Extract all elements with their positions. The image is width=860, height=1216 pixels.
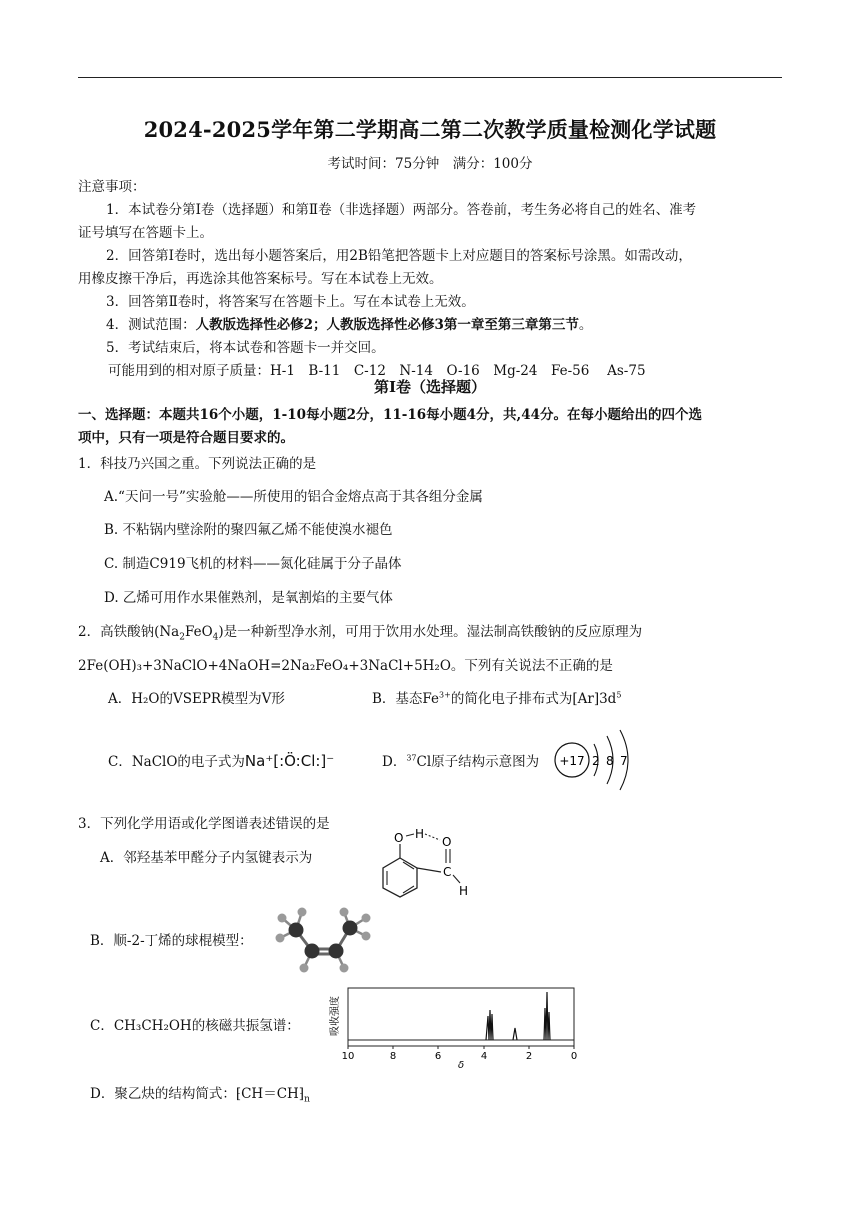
c-atom: [329, 944, 344, 959]
top-rule: [78, 77, 782, 78]
q2-equation: 2Fe(OH)₃+3NaClO+4NaOH=2Na₂FeO₄+3NaCl+5H₂O。下列有关说法不正确的是: [78, 658, 613, 674]
q2-stem-sub-2: 4: [212, 632, 219, 643]
q1-stem: 1．科技乃兴国之重。下列说法正确的是: [78, 456, 317, 472]
h-atom: [362, 914, 371, 923]
nmr-spectrum: [326, 986, 584, 1070]
h-atom: [300, 964, 309, 973]
nmr-tick-label: 10: [341, 1051, 355, 1062]
nmr-tick-label: 2: [525, 1051, 533, 1062]
part-1-instructions-line-1: 一、选择题：本题共16个小题，1-10每小题2分，11-16每小题4分，共,44分。在每小题给出的四个选: [78, 407, 703, 423]
notes-heading: 注意事项：: [78, 179, 146, 195]
q2-option-c: [108, 750, 334, 770]
salicylaldehyde-structure: [370, 820, 482, 898]
note-1-line-2: 证号填写在答题卡上。: [78, 225, 213, 241]
nmr-tick-label: 0: [570, 1051, 578, 1062]
q3-option-a: A．邻羟基苯甲醛分子内氢键表示为: [100, 850, 313, 866]
c-h-bond: [453, 875, 460, 883]
c-atom: [305, 944, 320, 959]
nmr-peak-ch3: [544, 992, 550, 1040]
q2-stem: [78, 620, 642, 643]
atomic-masses: 可能用到的相对原子质量：H-1 B-11 C-12 N-14 O-16 Mg-24 Fe-56 As-75: [108, 363, 646, 379]
ring-c-bond: [417, 868, 441, 872]
c-atom: [289, 923, 304, 938]
hydroxyl-o-label: O: [394, 831, 404, 845]
part-1-instructions-line-2: 项中，只有一项是符合题目要求的。: [78, 430, 294, 446]
cl-atom-structure-diagram: [550, 728, 640, 792]
note-2-line-1: 2．回答第Ⅰ卷时，选出每小题答案后，用2B铅笔把答题卡上对应题目的答案标号涂黑。如需改动，: [106, 248, 692, 264]
q2-option-b-config: 的简化电子排布式为[Ar]3d: [450, 691, 617, 707]
carbonyl-o-label: O: [442, 835, 452, 849]
hydrogen-bond: [425, 834, 440, 840]
note-4-prefix: 4．测试范围：: [106, 317, 196, 333]
aldehyde-c-label: C: [443, 865, 452, 879]
q3-option-d-prefix: D．聚乙炔的结构简式：: [90, 1086, 236, 1102]
aldehyde-h-label: H: [459, 884, 469, 898]
h-atom: [298, 908, 307, 917]
note-2-line-2: 用橡皮擦干净后，再选涂其他答案标号。写在本试卷上无效。: [78, 271, 443, 287]
q2-option-d-label: D．: [382, 754, 407, 770]
nmr-y-label: 吸收强度: [330, 996, 341, 1036]
q2-option-b-exp: 5: [616, 690, 622, 700]
q3-option-c: C．CH₃CH₂OH的核磁共振氢谱：: [90, 1018, 300, 1034]
nmr-peak-oh: [513, 1028, 517, 1040]
h-atom: [278, 914, 287, 923]
exam-info: 考试时间：75分钟 满分：100分: [327, 156, 533, 172]
exam-title: 2024-2025学年第二学期高二第二次教学质量检测化学试题: [143, 117, 717, 142]
nmr-tick-label: 8: [389, 1051, 397, 1062]
q2-option-c-prefix: C．NaClO的电子式为: [108, 754, 245, 770]
q2-stem-b: FeO: [184, 624, 213, 640]
nmr-x-label: δ: [457, 1060, 465, 1070]
section-1-title: 第Ⅰ卷（选择题）: [373, 378, 487, 396]
shell-2-electrons: 8: [606, 754, 614, 768]
shell-3-electrons: 7: [620, 754, 628, 768]
note-5: 5．考试结束后，将本试卷和答题卡一并交回。: [106, 340, 385, 356]
h-atom: [340, 964, 349, 973]
c-atom: [343, 921, 358, 936]
q2-stem-a: 2．高铁酸钠(Na: [78, 624, 180, 640]
note-4: [106, 313, 592, 333]
nmr-tick-label: 4: [480, 1051, 488, 1062]
shell-1-electrons: 2: [592, 754, 600, 768]
q2-option-b: [372, 687, 621, 707]
h-atom: [362, 932, 371, 941]
q1-option-b: B. 不粘锅内壁涂附的聚四氟乙烯不能使溴水褪色: [104, 522, 393, 538]
q2-option-a: A．H₂O的VSEPR模型为V形: [108, 691, 285, 707]
q2-stem-sub-1: 2: [179, 632, 185, 643]
q2-option-d-text: Cl原子结构示意图为: [416, 754, 540, 770]
note-4-scope: 人教版选择性必修2；人教版选择性必修3第一章至第三章第三节: [195, 317, 579, 333]
nucleus-label: +17: [559, 754, 585, 768]
q1-option-c: C. 制造C919飞机的材料——氮化硅属于分子晶体: [104, 556, 402, 572]
q3-option-b: B．顺-2-丁烯的球棍模型：: [90, 933, 253, 949]
q2-option-d: [382, 750, 539, 770]
nmr-peak-ch2: [486, 1010, 493, 1040]
nmr-plot-frame: [348, 988, 574, 1046]
note-4-suffix: 。: [578, 317, 593, 333]
h-atom: [276, 934, 285, 943]
q2-option-d-mass-number: 37: [406, 753, 417, 763]
q1-option-a: A.“天问一号”实验舱——所使用的铝合金熔点高于其各组分金属: [104, 489, 483, 505]
q3-option-d: [90, 1082, 310, 1105]
q2-option-b-prefix: B．基态Fe: [372, 691, 440, 707]
note-3: 3．回答第Ⅱ卷时，将答案写在答题卡上。写在本试卷上无效。: [106, 294, 475, 310]
q3-stem: 3．下列化学用语或化学图谱表述错误的是: [78, 816, 330, 832]
q2-stem-c: )是一种新型净水剂，可用于饮用水处理。湿法制高铁酸钠的反应原理为: [218, 624, 643, 640]
q1-option-d: D. 乙烯可用作水果催熟剂，是氧割焰的主要气体: [104, 590, 393, 606]
q2-option-b-charge: 3+: [439, 690, 451, 700]
naclo-electron-formula: Na⁺[:Ö:Cl:]⁻: [244, 752, 335, 770]
cis-2-butene-ball-stick-model: [268, 904, 378, 976]
benzene-ring: [383, 858, 417, 897]
note-1-line-1: 1．本试卷分第Ⅰ卷（选择题）和第Ⅱ卷（非选择题）两部分。答卷前，考生务必将自己的姓名、准考: [106, 202, 697, 218]
h-atom: [340, 908, 349, 917]
polyacetylene-subscript: n: [304, 1094, 310, 1105]
o-h-bond: [406, 834, 414, 836]
hydroxyl-h-label: H: [415, 827, 425, 841]
polyacetylene-formula: ⁅CH＝CH⁆: [235, 1086, 305, 1102]
nmr-tick-label: 6: [434, 1051, 442, 1062]
